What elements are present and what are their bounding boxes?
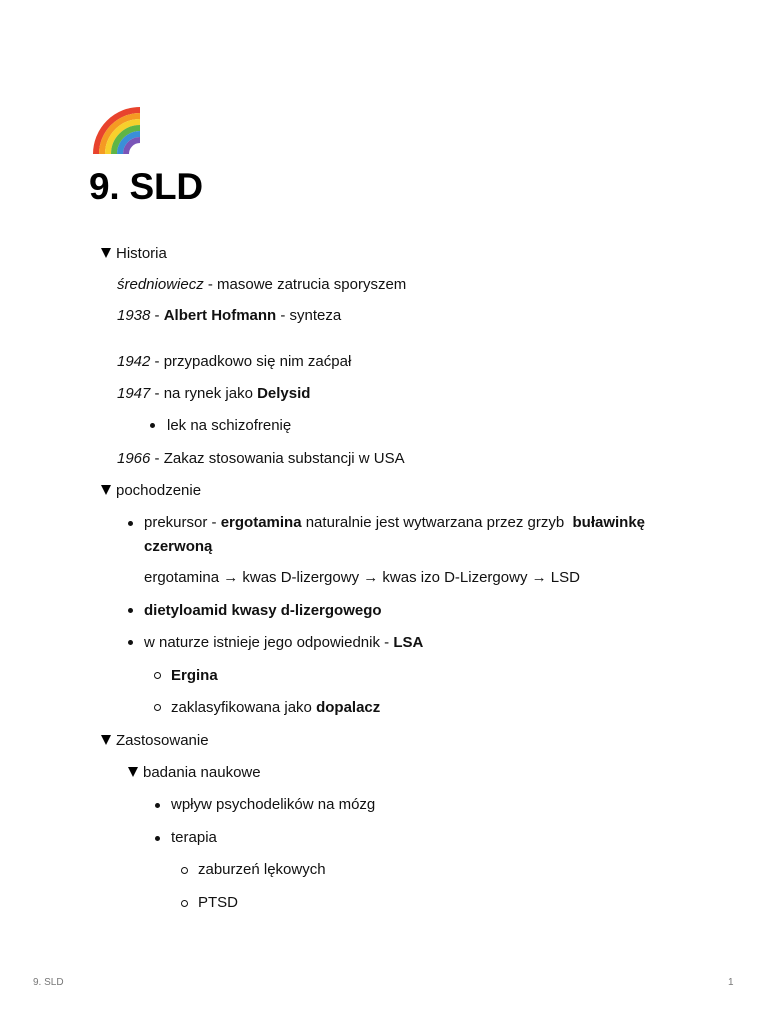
toggle-label: pochodzenie — [116, 482, 202, 499]
toggle-badania-naukowe[interactable] — [128, 763, 261, 783]
toggle-label: badania naukowe — [143, 764, 261, 781]
historia-line-1942: 1942 - przypadkowo się nim zaćpał — [117, 353, 352, 370]
list-item: lek na schizofrenię — [167, 417, 292, 434]
footer-title: 9. SLD — [33, 977, 64, 988]
bullet-dot — [155, 836, 160, 841]
triangle-down-icon — [101, 735, 111, 745]
toggle-pochodzenie[interactable] — [101, 481, 201, 501]
bullet-dot — [128, 521, 133, 526]
page-number: 1 — [728, 977, 734, 988]
list-item-continuation: czerwoną — [144, 538, 213, 555]
sub-list-item: zaburzeń lękowych — [198, 861, 326, 878]
historia-line-sredniowiecze: średniowiecz - masowe zatrucia sporyszem — [117, 276, 407, 293]
historia-line-1966: 1966 - Zakaz stosowania substancji w USA — [117, 450, 405, 467]
toggle-label: Historia — [116, 245, 167, 262]
toggle-zastosowanie[interactable] — [101, 731, 209, 751]
rainbow-icon — [90, 96, 150, 156]
list-item: w naturze istnieje jego odpowiednik - LSA — [144, 634, 424, 651]
sub-list-item: zaklasyfikowana jako dopalacz — [171, 699, 381, 716]
triangle-down-icon — [101, 248, 111, 258]
circle-bullet — [181, 867, 188, 874]
triangle-down-icon — [128, 767, 138, 777]
bullet-dot — [128, 608, 133, 613]
list-item: wpływ psychodelików na mózg — [171, 796, 376, 813]
page-title: 9. SLD — [89, 166, 203, 207]
sub-list-item: Ergina — [171, 667, 218, 684]
bullet-dot — [150, 423, 155, 428]
bullet-dot — [128, 640, 133, 645]
toggle-historia[interactable] — [101, 244, 167, 264]
historia-line-1947: 1947 - na rynek jako Delysid — [117, 385, 311, 402]
circle-bullet — [181, 900, 188, 907]
conversion-chain: ergotamina → kwas D-lizergowy → kwas izo D-Lizergowy → LSD — [144, 569, 580, 586]
triangle-down-icon — [101, 485, 111, 495]
historia-line-1938: 1938 - Albert Hofmann - synteza — [117, 307, 342, 324]
toggle-label: Zastosowanie — [116, 732, 209, 749]
bullet-dot — [155, 803, 160, 808]
list-item: prekursor - ergotamina naturalnie jest wytwarzana przez grzyb buławinkę — [144, 514, 646, 531]
circle-bullet — [154, 704, 161, 711]
circle-bullet — [154, 672, 161, 679]
list-item: terapia — [171, 829, 217, 846]
list-item: dietyloamid kwasy d-lizergowego — [144, 602, 382, 619]
sub-list-item: PTSD — [198, 894, 239, 911]
